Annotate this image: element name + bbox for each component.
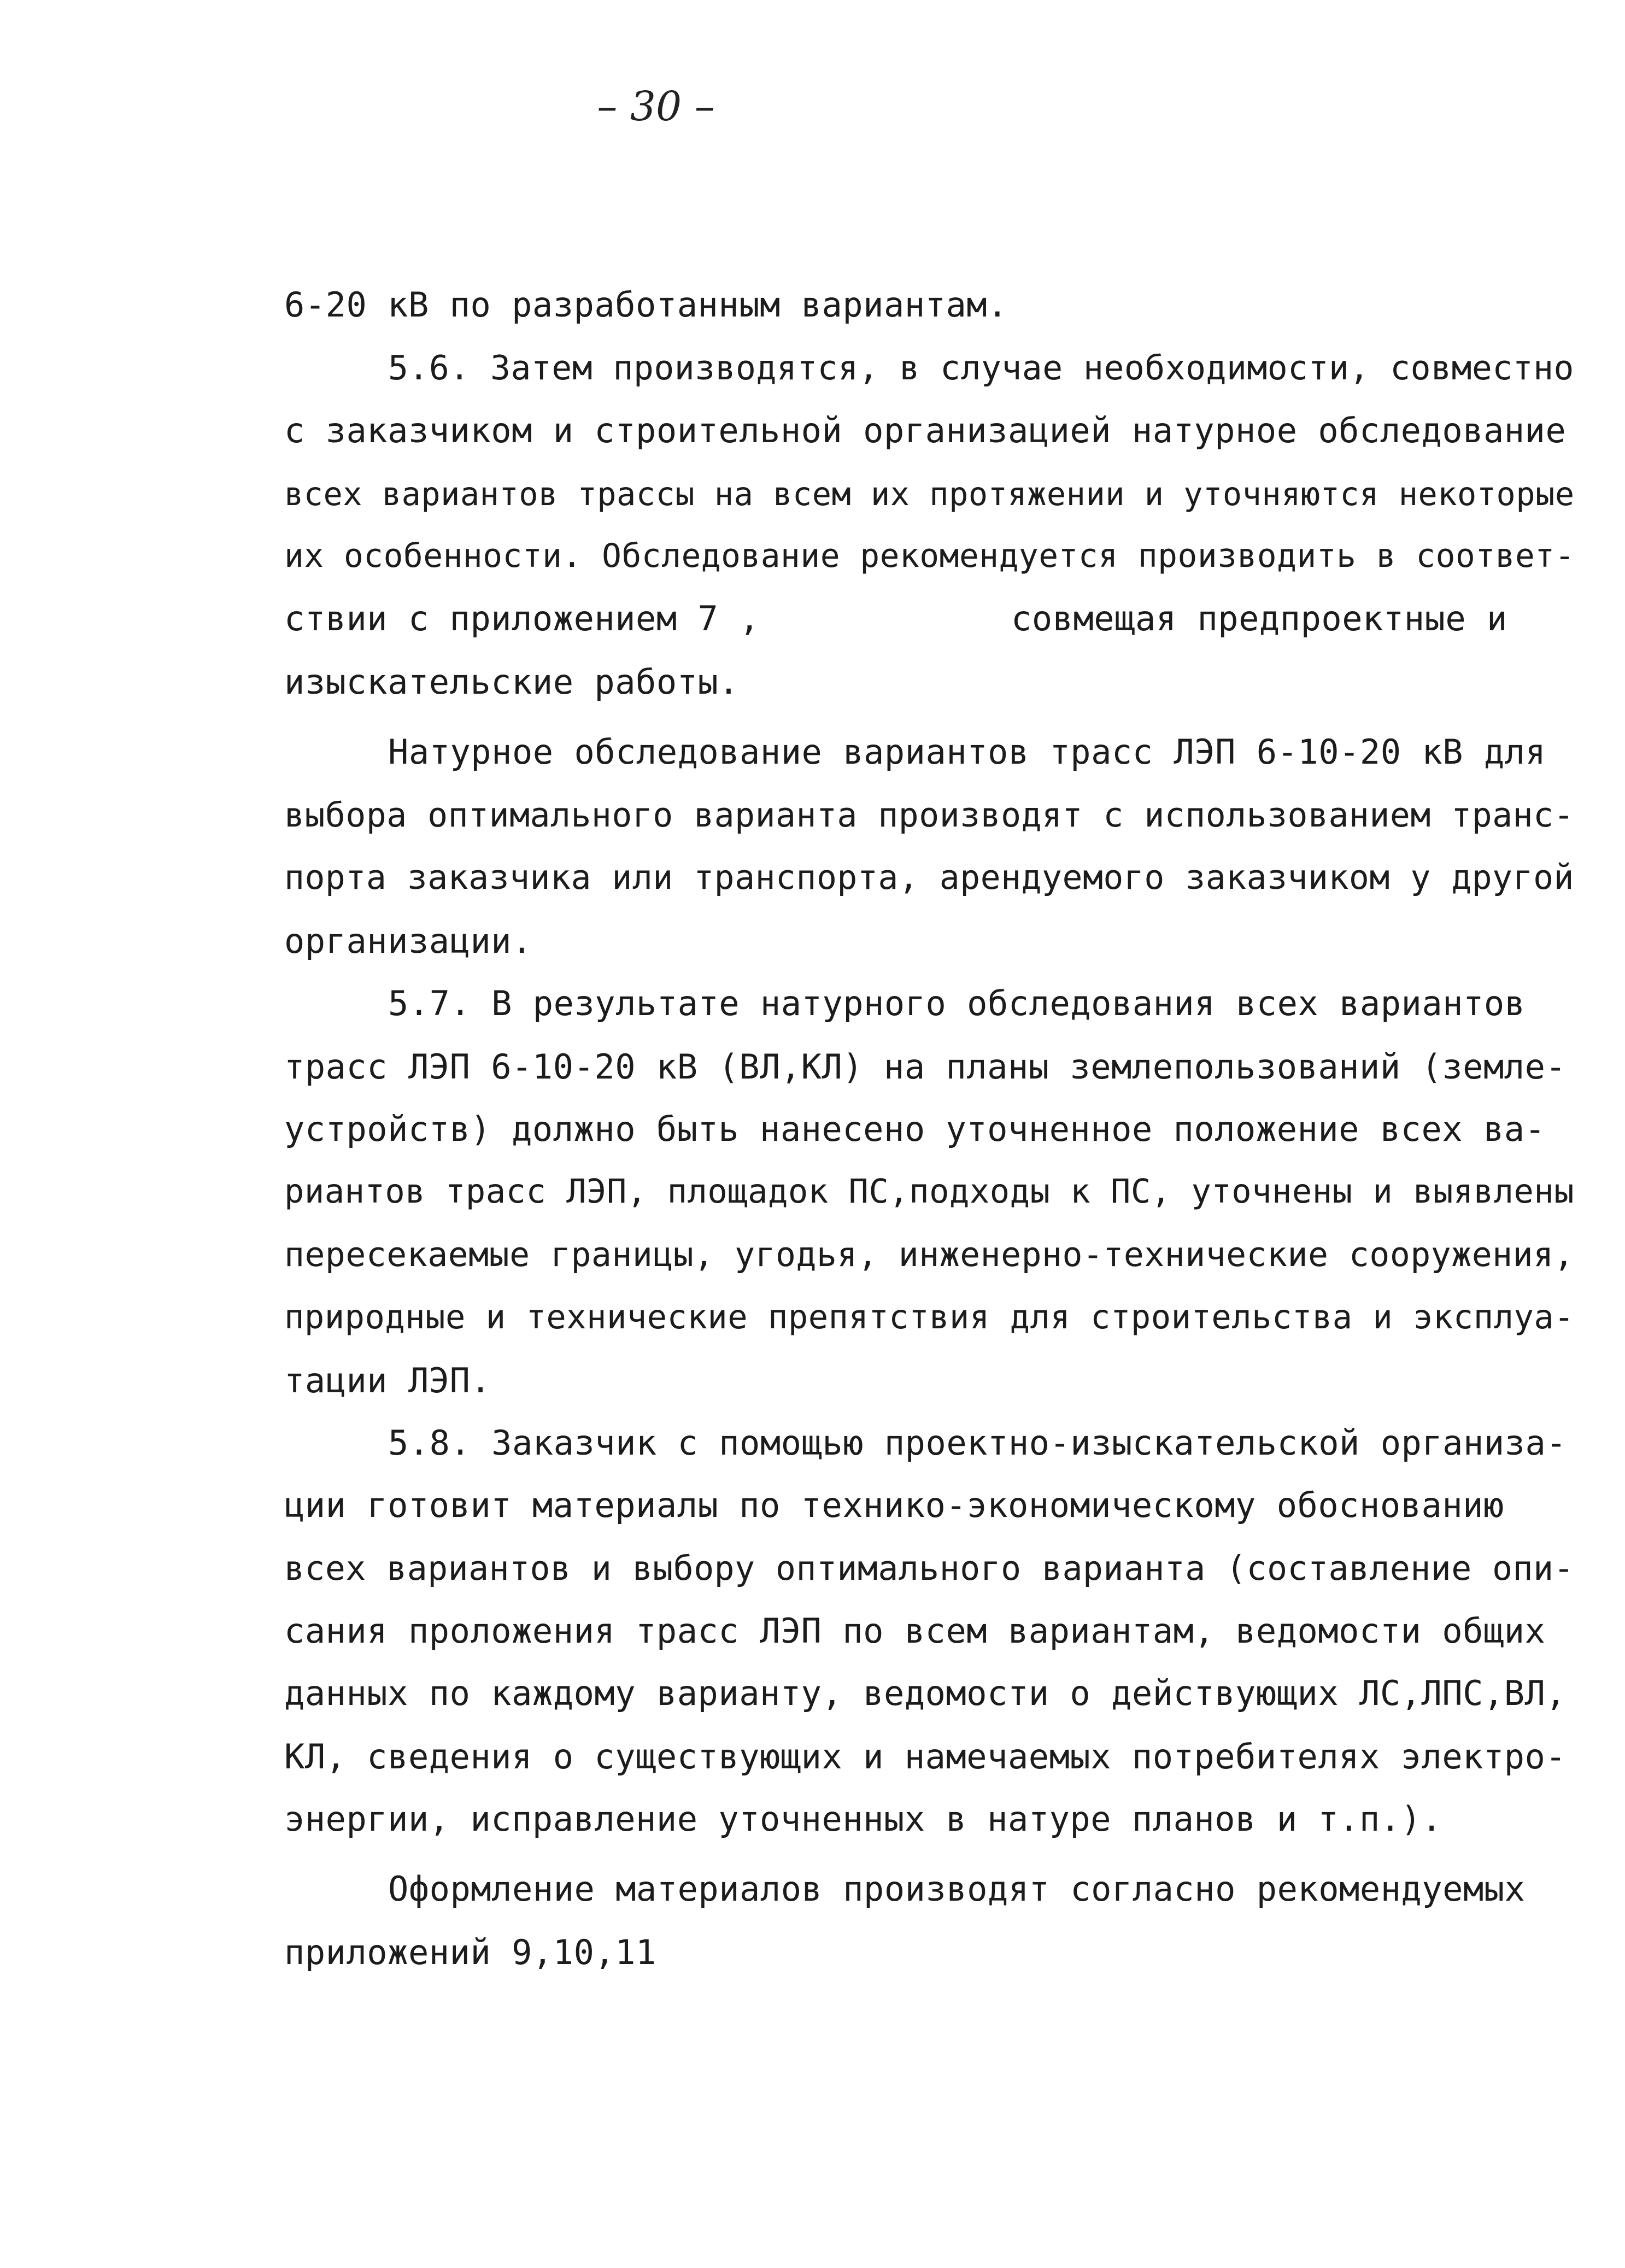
text-line: организации. — [284, 921, 532, 961]
text-line: данных по каждому варианту, ведомости о действующих ЛС,ЛПС,ВЛ, — [284, 1673, 1567, 1713]
page-number: – 30 – — [597, 83, 715, 130]
text-line: пересекаемые границы, угодья, инженерно-технические сооружения, — [284, 1235, 1574, 1274]
text-line: приложений 9,10,11 — [284, 1932, 656, 1972]
text-line: ции готовит материалы по технико-экономическому обоснованию — [284, 1485, 1504, 1525]
text-line: риантов трасс ЛЭП, площадок ПС,подходы к ПС, уточнены и выявлены — [284, 1173, 1575, 1211]
text-line: с заказчиком и строительной организацией натурное обследование — [284, 411, 1567, 450]
text-line: трасс ЛЭП 6-10-20 кВ (ВЛ,КЛ) на планы землепользований (земле- — [284, 1047, 1567, 1087]
text-line: изыскательские работы. — [284, 662, 740, 702]
text-line: КЛ, сведения о существующих и намечаемых потребителях электро- — [284, 1737, 1567, 1777]
text-line: энергии, исправление уточненных в натуре планов и т.п.). — [284, 1799, 1442, 1839]
text-line: 5.6. Затем производятся, в случае необходимости, совместно — [388, 349, 1574, 388]
text-line: порта заказчика или транспорта, арендуемого заказчиком у другой — [284, 858, 1574, 897]
text-line: всех вариантов и выбору оптимального варианта (составление опи- — [284, 1549, 1574, 1588]
text-line: 5.8. Заказчик с помощью проектно-изыскательской организа- — [388, 1423, 1567, 1463]
text-line: 6-20 кВ по разработанным вариантам. — [284, 285, 1008, 325]
text-line: Натурное обследование вариантов трасс ЛЭП 6-10-20 кВ для — [388, 732, 1546, 772]
text-line: устройств) должно быть нанесено уточненное положение всех ва- — [284, 1109, 1546, 1149]
text-line: сания проложения трасс ЛЭП по всем вариантам, ведомости общих — [284, 1611, 1546, 1651]
text-line: Оформление материалов производят согласно рекомендуемых — [388, 1869, 1526, 1909]
text-line: тации ЛЭП. — [284, 1361, 491, 1400]
text-line: их особенности. Обследование рекомендуется производить в соответ- — [284, 537, 1575, 575]
text-line: совмещая предпроектные и — [1011, 599, 1507, 638]
text-line: 5.7. В результате натурного обследования всех вариантов — [388, 983, 1526, 1023]
text-line: природные и технические препятствия для строительства и эксплуа- — [284, 1298, 1575, 1337]
text-line: всех вариантов трассы на всем их протяжении и уточняются некоторые — [284, 476, 1575, 513]
text-line: ствии с приложением 7 , — [284, 599, 760, 638]
text-line: выбора оптимального варианта производят с использованием транс- — [284, 796, 1574, 835]
